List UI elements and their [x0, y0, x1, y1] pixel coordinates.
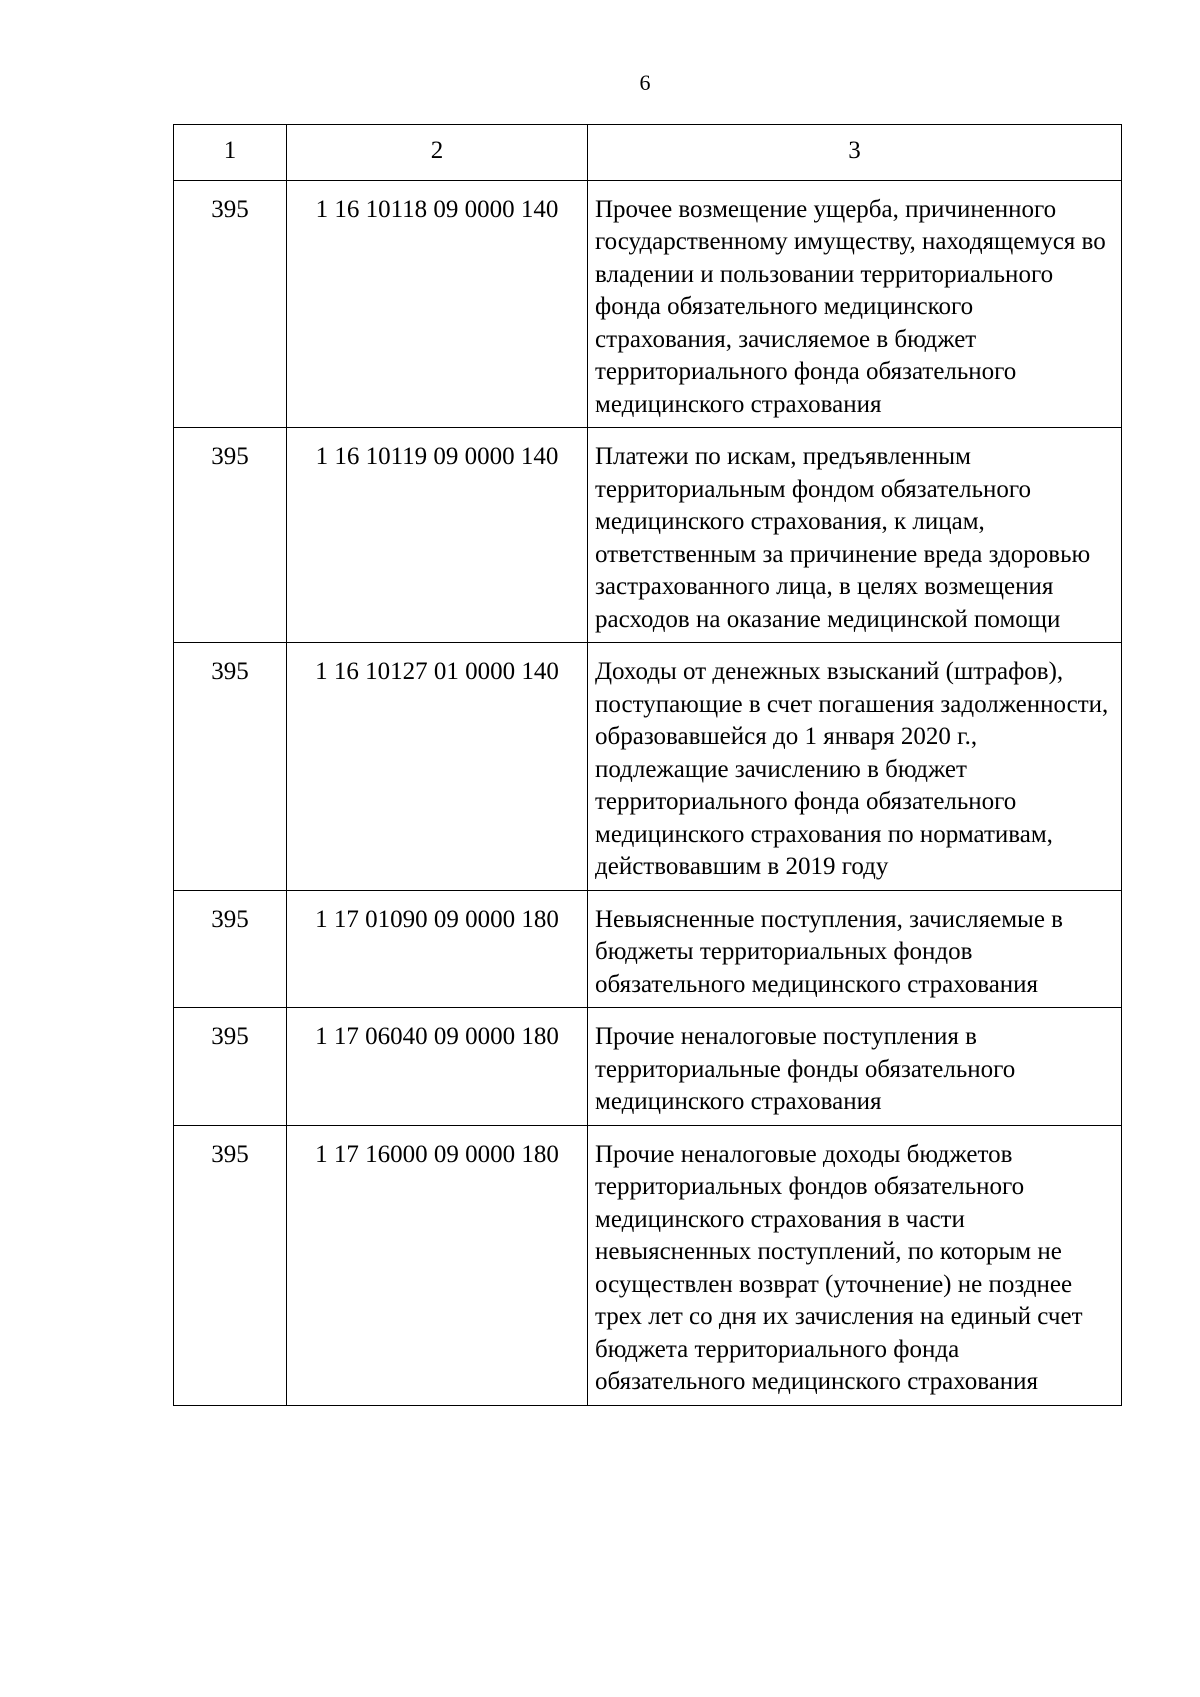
- column-number-3: 3: [588, 125, 1122, 181]
- budget-code-cell: 1 17 01090 09 0000 180: [287, 890, 588, 1008]
- table-row: [174, 180, 1122, 428]
- budget-code-cell: 1 17 16000 09 0000 180: [287, 1125, 588, 1405]
- budget-code-cell: 1 17 06040 09 0000 180: [287, 1008, 588, 1126]
- table-row: [174, 1008, 1122, 1126]
- budget-code-cell: 1 16 10118 09 0000 140: [287, 180, 588, 428]
- column-number-2: 2: [287, 125, 588, 181]
- income-name-cell: Доходы от денежных взысканий (штрафов), поступающие в счет погашения задолженности, образовавшейся до 1 января 2020 г., подлежащие зачислению в бюджет территориального фонда обязательного медицинского страхования по нормативам, действовавшим в 2019 году: [588, 643, 1122, 891]
- income-name-cell: Прочие неналоговые поступления в территориальные фонды обязательного медицинского страхования: [588, 1008, 1122, 1126]
- budget-code-cell: 1 16 10127 01 0000 140: [287, 643, 588, 891]
- table-row: [174, 1125, 1122, 1405]
- income-name-cell: Прочее возмещение ущерба, причиненного государственному имуществу, находящемуся во владении и пользовании территориального фонда обязательного медицинского страхования, зачисляемое в бюджет территориального фонда обязательного медицинского страхования: [588, 180, 1122, 428]
- admin-code-cell: 395: [174, 1125, 287, 1405]
- table-row: [174, 643, 1122, 891]
- table-header-row: [174, 125, 1122, 181]
- admin-code-cell: 395: [174, 428, 287, 643]
- table-row: [174, 890, 1122, 1008]
- admin-code-cell: 395: [174, 1008, 287, 1126]
- page-number: 6: [639, 70, 651, 95]
- admin-code-cell: 395: [174, 890, 287, 1008]
- income-name-cell: Невыясненные поступления, зачисляемые в бюджеты территориальных фондов обязательного медицинского страхования: [588, 890, 1122, 1008]
- budget-code-cell: 1 16 10119 09 0000 140: [287, 428, 588, 643]
- table-row: [174, 428, 1122, 643]
- admin-code-cell: 395: [174, 180, 287, 428]
- admin-code-cell: 395: [174, 643, 287, 891]
- column-number-1: 1: [174, 125, 287, 181]
- income-name-cell: Платежи по искам, предъявленным территориальным фондом обязательного медицинского страхования, к лицам, ответственным за причинение вреда здоровью застрахованного лица, в целях возмещения расходов на оказание медицинской помощи: [588, 428, 1122, 643]
- income-name-cell: Прочие неналоговые доходы бюджетов территориальных фондов обязательного медицинского страхования в части невыясненных поступлений, по которым не осуществлен возврат (уточнение) не позднее трех лет со дня их зачисления на единый счет бюджета территориального фонда обязательного медицинского страхования: [588, 1125, 1122, 1405]
- income-codes-table: [173, 124, 1122, 1406]
